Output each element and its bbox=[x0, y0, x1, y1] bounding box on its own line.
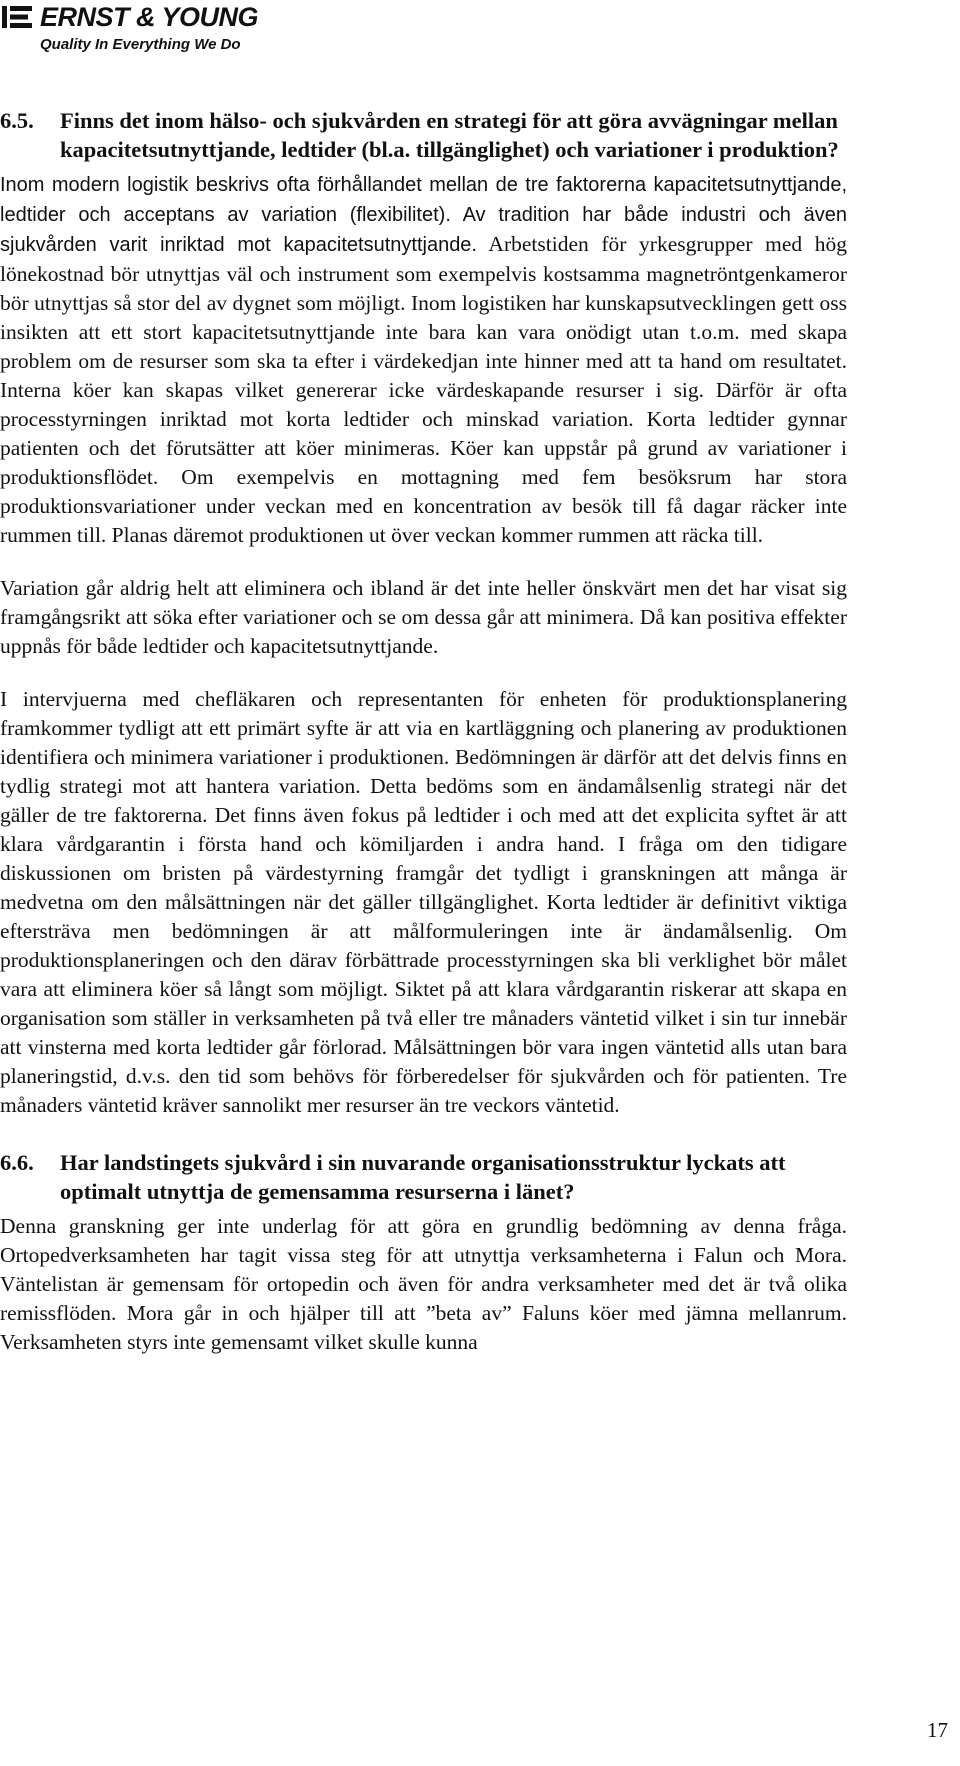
section-title: Har landstingets sjukvård i sin nuvarande organisationsstruktur lyckats att optimalt utnyttja de gemensamma resurserna i länet? bbox=[60, 1150, 786, 1204]
paragraph bbox=[0, 170, 847, 550]
section-title: Finns det inom hälso- och sjukvården en strategi för att göra avvägningar mellan kapacitetsutnyttjande, ledtider (bl.a. tillgänglighet) och variationer i produktion? bbox=[60, 108, 839, 162]
paragraph: Variation går aldrig helt att eliminera och ibland är det inte heller önskvärt men det har visat sig framgångsrikt att söka efter variationer och se om dessa går att minimera. Då kan positiva effekter uppnås för både ledtider och kapacitetsutnyttjande. bbox=[0, 576, 847, 658]
ey-logo-mark-icon bbox=[2, 4, 32, 30]
section-heading-6-5 bbox=[0, 106, 847, 164]
paragraph: Denna granskning ger inte underlag för att göra en grundlig bedömning av denna fråga. Ortopedverksamheten har tagit vissa steg för att utnyttja verksamheterna i Falun och Mora. Väntelistan är gemensam för ortopedin och även för andra verksamheter med det är två olika remissflöden. Mora går in och hjälper till att ”beta av” Faluns köer med jämna mellanrum. Verksamheten styrs inte gemensamt vilket skulle kunna bbox=[0, 1214, 847, 1354]
page-number: 17 bbox=[927, 1718, 948, 1742]
document-body bbox=[0, 106, 847, 1357]
paragraph-sans-segment: Inom modern logistik beskrivs ofta förhållandet mellan de tre faktorerna kapacitetsutnyttjande, ledtider och acceptans av variation (flexibilitet). Av tradition har både industri och även sjukvården varit inriktad mot kapacitetsutnyttjande. bbox=[0, 174, 847, 256]
section-heading-6-6 bbox=[0, 1148, 847, 1206]
section-number: 6.5. bbox=[0, 108, 34, 133]
section-number: 6.6. bbox=[0, 1150, 34, 1175]
paragraph-serif-segment: Arbetstiden för yrkesgrupper med hög lönekostnad bör utnyttjas väl och instrument som exempelvis kostsamma magnetröntgenkameror bör utnyttjas så stor del av dygnet som möjligt. Inom logistiken har kunskapsutvecklingen gett oss insikten att ett stort kapacitetsutnyttjande inte bara kan vara onödigt utan t.o.m. med skapa problem om de resurser som ska ta efter i värdekedjan inte hinner med att ta hand om resultatet. Interna köer kan skapas vilket genererar icke värdeskapande resurser i sig. Därför är ofta processtyrningen inriktad mot korta ledtider och minskad variation. Korta ledtider gynnar patienten och det förutsätter att köer minimeras. Köer kan uppstår på grund av variationer i produktionsflödet. Om exempelvis en mottagning med fem besöksrum har stora produktionsvariationer under veckan med en koncentration av besök till få dagar räcker inte rummen till. Planas däremot produktionen ut över veckan kommer rummen att räcka till. bbox=[0, 232, 848, 547]
company-logo bbox=[0, 0, 300, 60]
paragraph: I intervjuerna med chefläkaren och representanten för enheten för produktionsplanering framkommer tydligt att ett primärt syfte är att via en kartläggning och planering av produktionen identifiera och minimera variationer i produktionen. Bedömningen är därför att det delvis finns en tydlig strategi mot att hantera variation. Detta bedöms som en ändamålsenlig strategi när det gäller de tre faktorerna. Det finns även fokus på ledtider i och med att det explicita syftet är att klara vårdgarantin i första hand och kömiljarden i andra hand. I fråga om den tidigare diskussionen om bristen på värdestyrning framgår det tydligt i granskningen att många är medvetna om den målsättningen när det gäller tillgänglighet. Korta ledtider är definitivt viktiga eftersträva men bedömningen är att målformuleringen inte är ändamålsenlig. Om produktionsplaneringen och den därav förbättrade processtyrningen ska bli verklighet bör målet vara att eliminera köer så långt som möjligt. Siktet på att klara vårdgarantin riskerar att skapa en organisation som ställer in verksamheten på två eller tre månaders väntetid vilket i sin tur innebär att vinsterna med korta ledtider går förlorad. Målsättningen bör vara ingen väntetid alls utan bara planeringstid, d.v.s. den tid som behövs för förberedelser för sjukvården och för patienten. Tre månaders väntetid kräver sannolikt mer resurser än tre veckors väntetid. bbox=[0, 687, 847, 1117]
company-name: ERNST & YOUNG bbox=[40, 2, 259, 32]
company-tagline: Quality In Everything We Do bbox=[40, 36, 241, 53]
